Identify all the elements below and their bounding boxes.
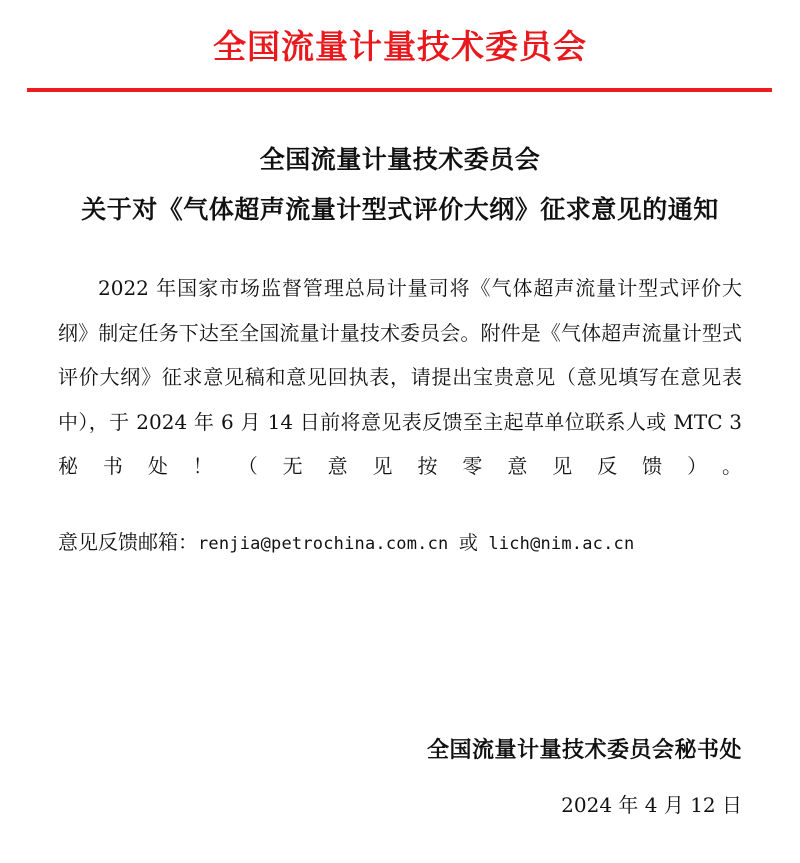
signature-block — [427, 734, 742, 821]
masthead — [0, 26, 800, 68]
document-title-line-1: 全国流量计量技术委员会 — [259, 145, 541, 174]
signature-organization: 全国流量计量技术委员会秘书处 — [426, 738, 742, 763]
masthead-divider — [27, 88, 772, 92]
document-title-line-2: 关于对《气体超声流量计型式评价大纲》征求意见的通知 — [81, 195, 719, 224]
document-title — [0, 135, 800, 235]
document-body — [58, 266, 742, 533]
feedback-email-line — [58, 527, 634, 559]
feedback-email-primary[interactable]: renjia@petrochina.com.cn — [198, 534, 449, 554]
feedback-email-secondary[interactable]: lich@nim.ac.cn — [488, 534, 635, 554]
feedback-email-label: 意见反馈邮箱： — [58, 530, 198, 554]
masthead-title: 全国流量计量技术委员会 — [213, 27, 587, 66]
signature-date: 2024 年 4 月 12 日 — [561, 793, 742, 817]
body-paragraph: 2022 年国家市场监督管理总局计量司将《气体超声流量计型式评价大纲》制定任务下达至全国流量计量技术委员会。附件是《气体超声流量计型式评价大纲》征求意见稿和意见回执表，请提出宝贵意见（意见填写在意见表中），于 2024 年 6 月 14 日前将意见表反馈至主起草单位联系人或 MTC 3 秘书处！（无意见按零意见反馈）。 — [58, 276, 742, 478]
feedback-email-conjunction: 或 — [458, 532, 478, 554]
